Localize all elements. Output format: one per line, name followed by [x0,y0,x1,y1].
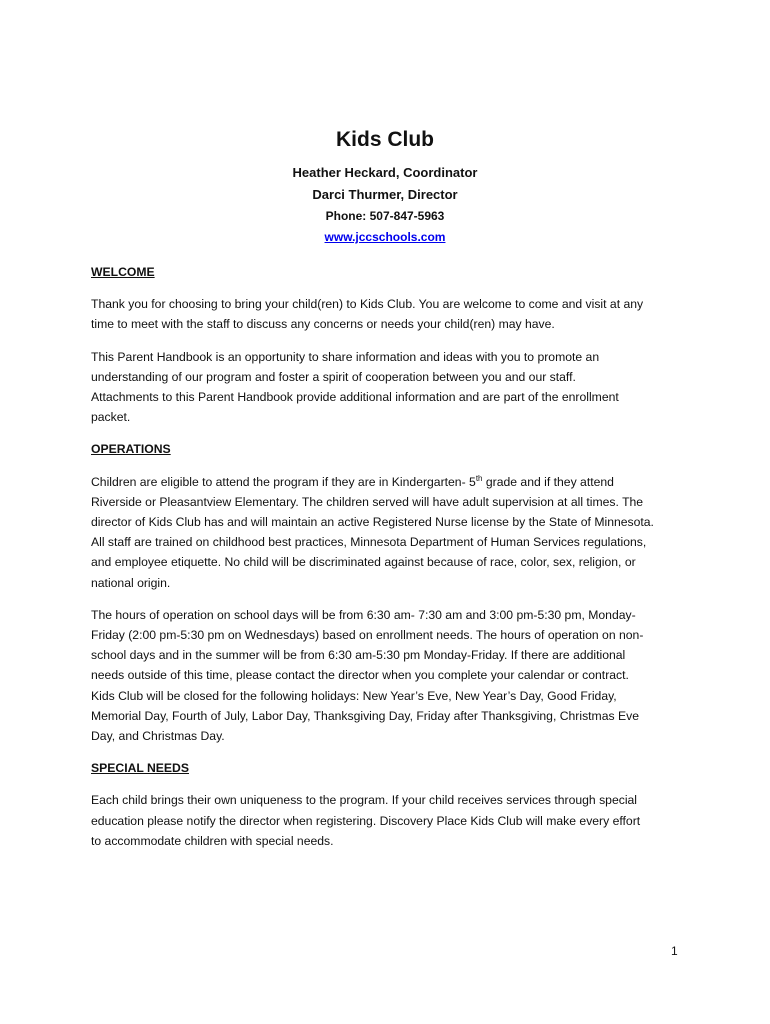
operations-paragraph-2 [91,605,691,746]
document-title: Kids Club [336,128,434,151]
text-line: Friday (2:00 pm-5:30 pm on Wednesdays) based on enrollment needs. The hours of operation on non- [91,628,644,643]
text-line: Each child brings their own uniqueness to the program. If your child receives services through special [91,793,638,808]
document-header [0,127,770,248]
text-line: understanding of our program and foster a spirit of cooperation between you and our staff. [91,369,576,384]
text-line: Kids Club will be closed for the following holidays: New Year’s Eve, New Year’s Day, Good Friday, [91,688,617,703]
text-line: Day, and Christmas Day. [91,729,225,744]
text-line: and employee etiquette. No child will be discriminated against because of race, color, sex, religion, or [91,555,636,570]
text-line: education please notify the director when registering. Discovery Place Kids Club will make every effort [91,813,641,828]
text-line: national origin. [91,575,171,590]
text-line: school days and in the summer will be from 6:30 am-5:30 pm Monday-Friday. If there are additional [91,648,626,663]
text-line: Riverside or Pleasantview Elementary. The children served will have adult supervision at all times. The [91,494,644,509]
text-line: Memorial Day, Fourth of July, Labor Day, Thanksgiving Day, Friday after Thanksgiving, Christmas Eve [91,708,639,723]
document-body [91,262,691,863]
text-line: needs outside of this time, please contact the director when you complete your calendar or contract. [91,668,629,683]
text-line: Thank you for choosing to bring your child(ren) to Kids Club. You are welcome to come and visit at any [91,297,644,312]
text-line: time to meet with the staff to discuss any concerns or needs your child(ren) may have. [91,317,555,332]
operations-heading: OPERATIONS [91,442,171,457]
welcome-heading: WELCOME [91,265,155,279]
text-line: director of Kids Club has and will maintain an active Registered Nurse license by the State of Minnesota. [91,515,654,530]
operations-paragraph-1 [91,472,691,593]
phone-line: Phone: 507-847-5963 [325,209,445,223]
coordinator-line: Heather Heckard, Coordinator [292,165,478,180]
text-line [91,472,691,492]
text-line: Attachments to this Parent Handbook provide additional information and are part of the enrollment [91,390,619,405]
welcome-paragraph-2 [91,347,691,428]
text-line: to accommodate children with special needs. [91,833,334,848]
page-number: 1 [671,944,678,958]
text-line: This Parent Handbook is an opportunity to share information and ideas with you to promote an [91,349,600,364]
text-segment: Children are eligible to attend the program if they are in Kindergarten- 5 [91,474,476,489]
welcome-paragraph-1 [91,294,691,334]
superscript: th [475,473,483,483]
website-link[interactable]: www.jccschools.com [324,230,446,244]
director-line: Darci Thurmer, Director [312,187,458,202]
text-line: The hours of operation on school days will be from 6:30 am- 7:30 am and 3:00 pm-5:30 pm, Monday- [91,607,636,622]
special-needs-heading: SPECIAL NEEDS [91,761,189,776]
text-segment: grade and if they attend [482,474,614,489]
special-needs-paragraph [91,790,691,851]
text-line: All staff are trained on childhood best practices, Minnesota Department of Human Services regulations, [91,535,647,550]
text-line: packet. [91,410,131,425]
